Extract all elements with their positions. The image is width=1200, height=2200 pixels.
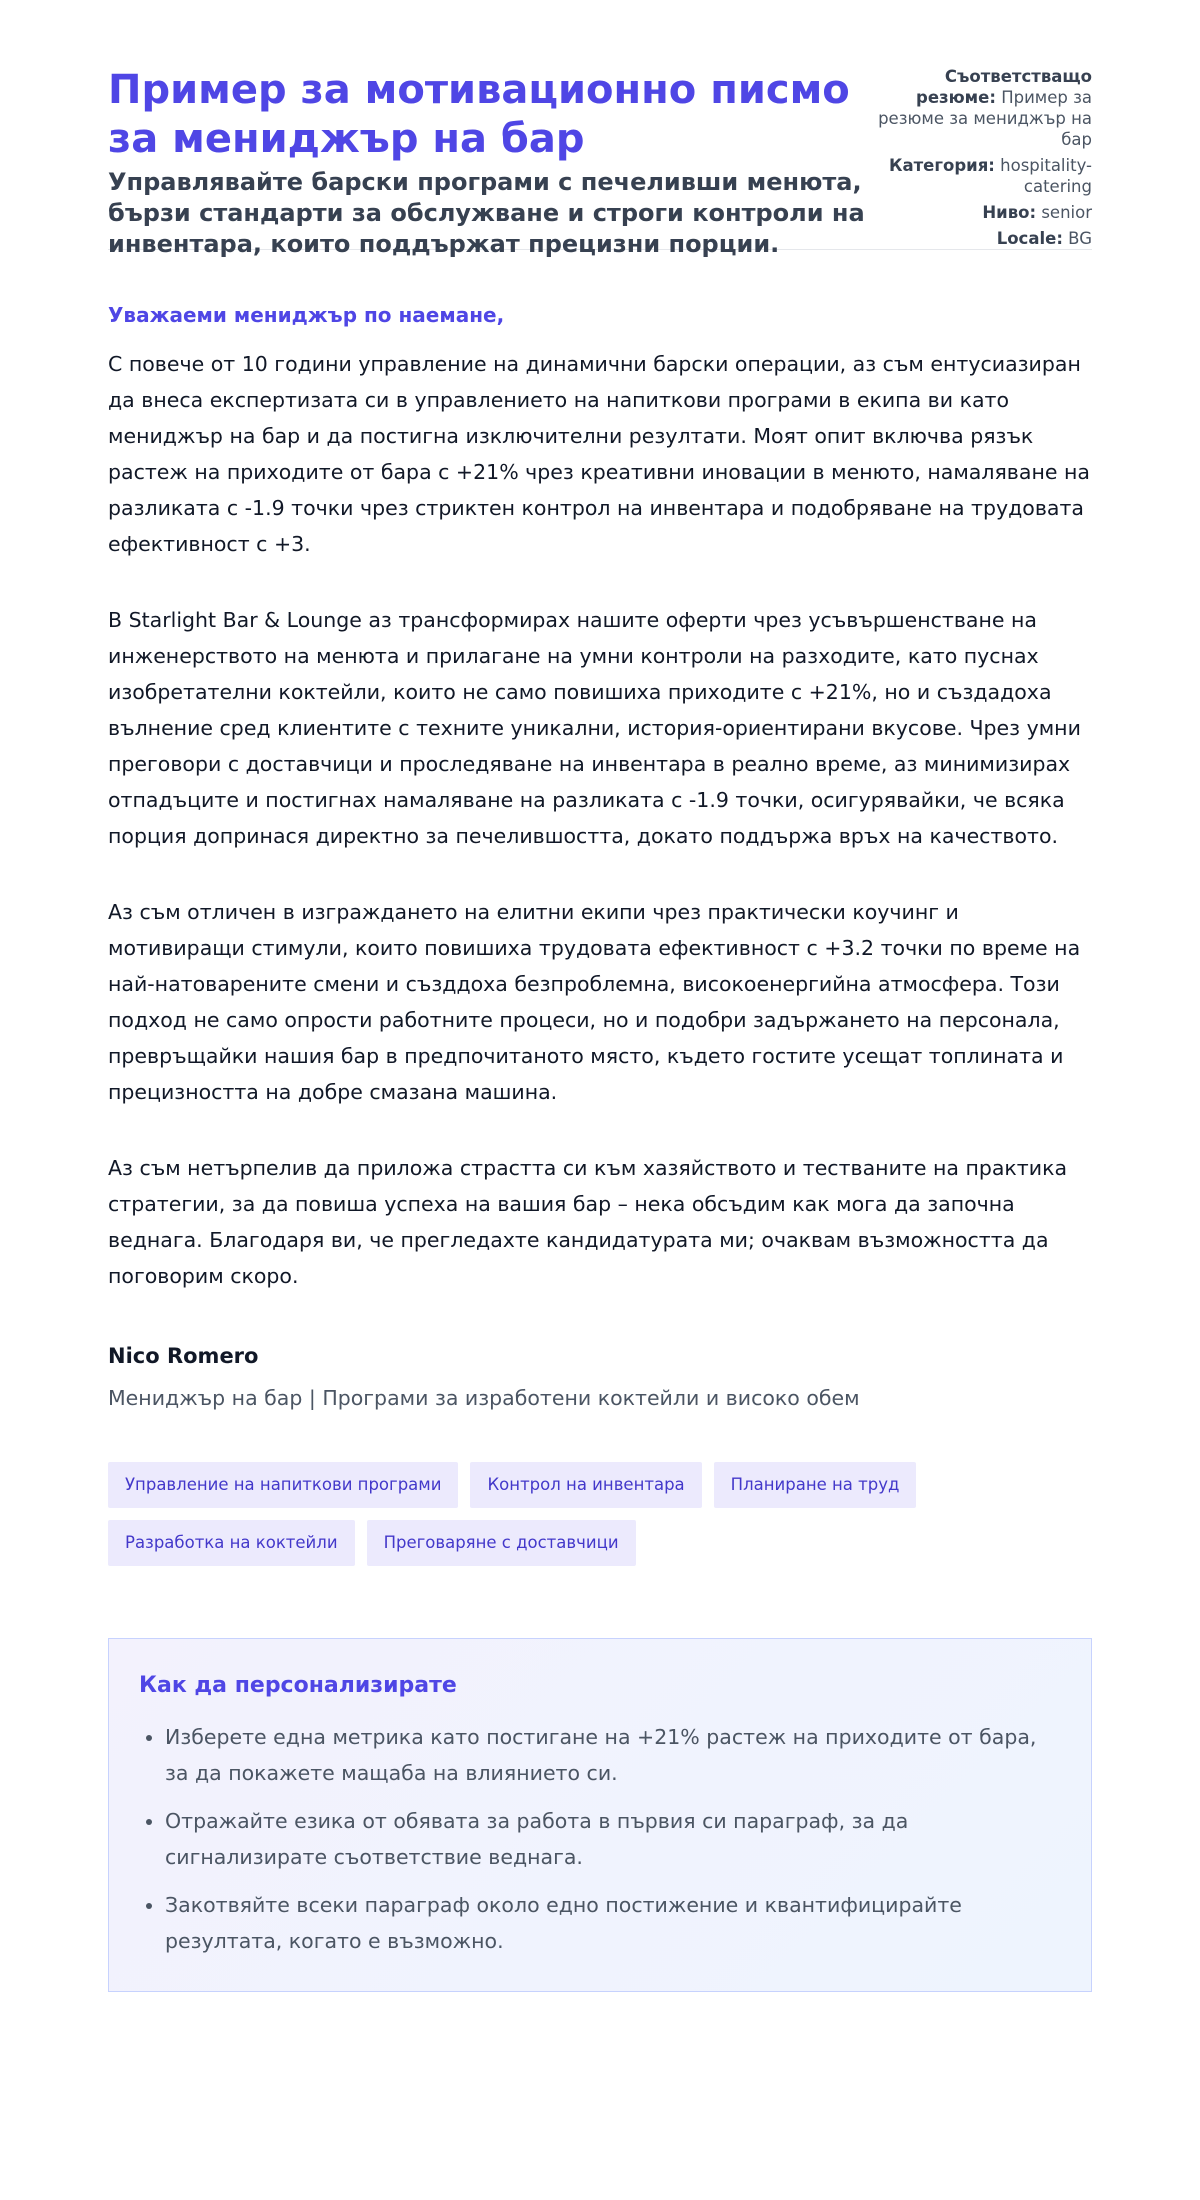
letter-paragraph: Аз съм отличен в изграждането на елитни екипи чрез практически коучинг и мотивиращи стимули, които повишиха трудовата ефективност с +3.2 точки по време на най-натоварените смени и създдоха безпроблемна, високоенергийна атмосфера. Този подход не само опрости работните процеси, но и подобри задържането на персонала, превръщайки нашия бар в предпочитаното място, където гостите усещат топлината и прецизността на добре смазана машина. [108, 900, 1081, 1104]
signature-name: Nico Romero [108, 1344, 259, 1368]
signature-block [108, 1342, 1092, 1412]
salutation: Уважаеми мениджър по наемане, [108, 303, 505, 327]
tips-list [139, 1719, 1061, 1959]
skill-tag: Контрол на инвентара [470, 1462, 701, 1508]
meta-category [877, 155, 1092, 197]
page-subtitle: Управлявайте барски програми с печеливши менюта, бързи стандарти за обслужване и строги контроли на инвентара, които поддържат прецизни порции. [108, 168, 865, 258]
letter-body [108, 346, 1092, 1294]
customization-tips-box [108, 1638, 1092, 1992]
meta-resume [877, 66, 1092, 150]
meta-level [877, 202, 1092, 223]
skill-tag: Управление на напиткови програми [108, 1462, 458, 1508]
meta-category-label: Категория: [888, 156, 995, 175]
tip-item: • Закотвяйте всеки параграф около едно постижение и квантифицирайте резултата, когато е възможно. [165, 1887, 1061, 1959]
meta-locale-value: BG [1068, 229, 1092, 248]
meta-resume-label: Съответстващо резюме: [916, 67, 1092, 107]
skill-tag: Разработка на коктейли [108, 1520, 355, 1566]
letter-paragraph: Аз съм нетърпелив да приложа страстта си към хазяйството и тестваните на практика стратегии, за да повиша успеха на вашия бар – нека обсъдим как мога да започна веднага. Благодаря ви, че прегледахте кандидатурата ми; очаквам възможността да поговорим скоро. [108, 1156, 1068, 1288]
meta-resume-value: Пример за резюме за мениджър на бар [878, 88, 1092, 149]
letter-paragraph: В Starlight Bar & Lounge аз трансформирах нашите оферти чрез усъвършенстване на инженерството на менюта и прилагане на умни контроли на разходите, като пуснах изобретателни коктейли, които не само повишиха приходите с +21%, но и създадоха вълнение сред клиентите с техните уникални, история-ориентирани вкусове. Чрез умни преговори с доставчици и проследяване на инвентара в реално време, аз минимизирах отпадъците и постигнах намаляване на разликата с -1.9 точки, осигурявайки, че всяка порция допринася директно за печелившостта, докато поддържа връх на качеството. [108, 608, 1081, 848]
page-title: Пример за мотивационно писмо за мениджър на бар [108, 67, 850, 162]
letter-paragraph: С повече от 10 години управление на динамични барски операции, аз съм ентусиазиран да внеса експертизата си в управлението на напиткови програми в екипа ви като мениджър на бар и да постигна изключителни резултати. Моят опит включва рязък растеж на приходите от бара с +21% чрез креативни иновации в менюто, намаляване на разликата с -1.9 точки чрез стриктен контрол на инвентара и подобряване на трудовата ефективност с +3. [108, 352, 1090, 556]
meta-level-label: Ниво: [982, 203, 1037, 222]
tip-item: • Изберете една метрика като постигане на +21% растеж на приходите от бара, за да покажете мащаба на влиянието си. [165, 1719, 1061, 1791]
title-block [108, 66, 868, 260]
meta-category-value: hospitality-catering [1000, 156, 1092, 196]
signature-title: Мениджър на бар | Програми за изработени коктейли и високо обем [108, 1386, 860, 1410]
tips-title: Как да персонализирате [139, 1673, 457, 1698]
meta-level-value: senior [1041, 203, 1092, 222]
tip-item: • Отражайте езика от обявата за работа в първия си параграф, за да сигнализирате съответствие веднага. [165, 1803, 1061, 1875]
meta-locale-label: Locale: [996, 229, 1063, 248]
skill-tag: Преговаряне с доставчици [367, 1520, 636, 1566]
document-header [108, 0, 1092, 258]
document-meta [877, 66, 1092, 254]
meta-locale [877, 228, 1092, 249]
skill-tags [108, 1462, 1008, 1578]
skill-tag: Планиране на труд [714, 1462, 917, 1508]
